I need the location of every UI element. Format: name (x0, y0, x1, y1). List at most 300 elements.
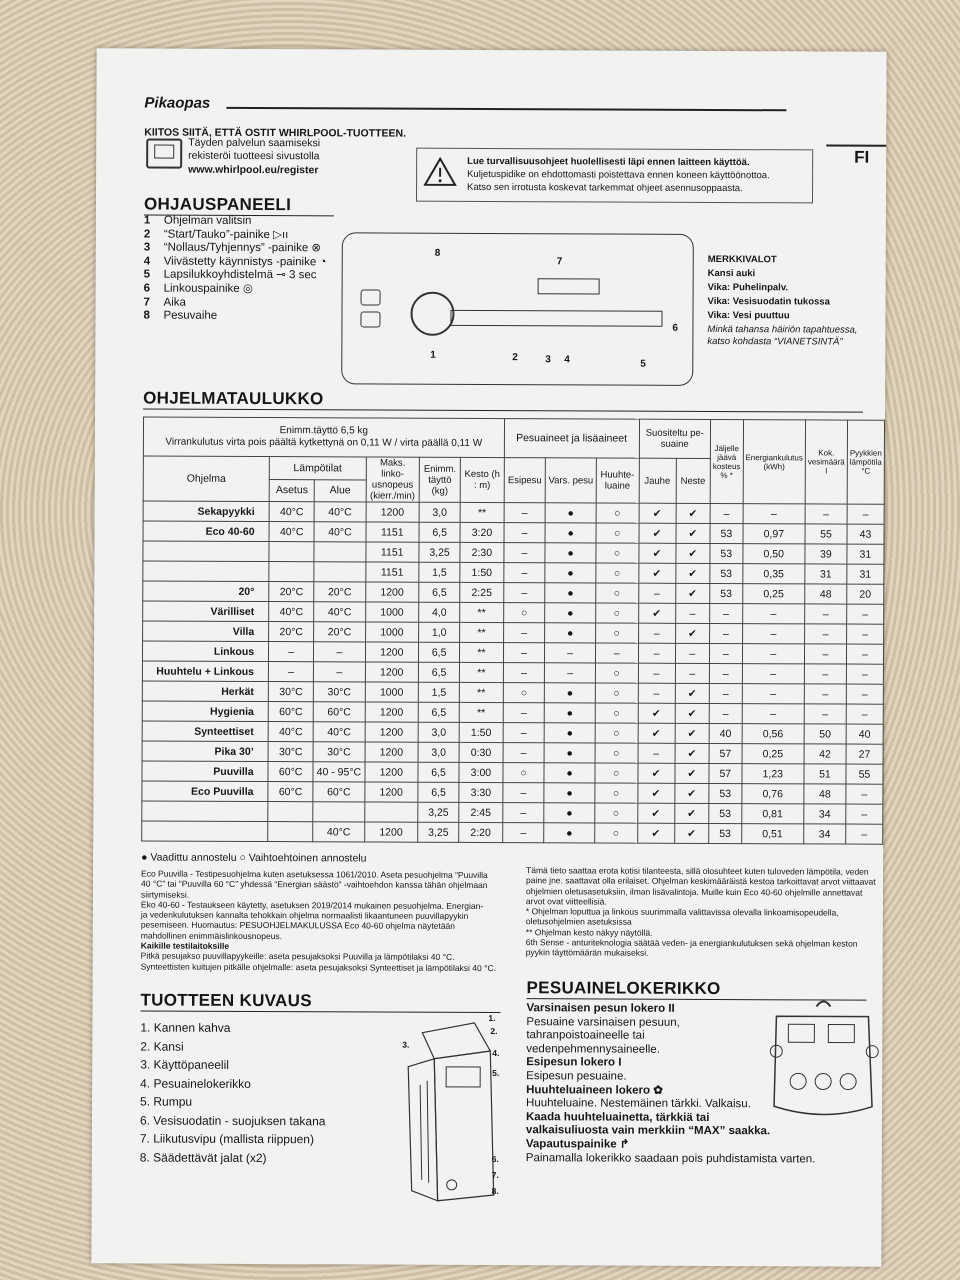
table-cell: ✔ (675, 543, 710, 563)
computer-icon (146, 138, 182, 168)
note-line: pyykin täyttömäärän mukaiseksi. (525, 947, 649, 959)
table-cell: 50 (804, 724, 846, 744)
mainwash-col-header: Vars. pesu (546, 458, 597, 503)
table-cell: 1,23 (742, 764, 804, 784)
table-cell: ✔ (637, 823, 674, 843)
table-cell: – (742, 624, 804, 644)
table-cell: ✔ (638, 563, 675, 583)
page-title: Pikaopas (144, 94, 211, 112)
table-cell: 0,76 (741, 784, 803, 804)
table-cell: 20°C (314, 582, 365, 602)
program-name-cell (143, 561, 269, 582)
start-button-sketch (361, 289, 381, 305)
duration-col-header: Kesto (h : m) (460, 457, 504, 502)
table-cell: 1:50 (459, 722, 503, 742)
table-cell: – (638, 743, 675, 763)
table-cell: ● (546, 503, 596, 523)
table-cell: 60°C (313, 702, 364, 722)
table-cell: – (503, 583, 545, 603)
table-cell: 3,0 (418, 742, 459, 762)
table-cell (268, 822, 313, 842)
table-cell: 3,25 (419, 542, 460, 562)
table-cell: ✔ (674, 823, 709, 843)
drawer-heading: PESUAINELOKERIKKO (526, 978, 721, 999)
table-cell: 40°C (314, 522, 365, 542)
table-cell: – (846, 624, 883, 644)
detergents-header: Pesuaineet ja lisäaineet (504, 419, 639, 459)
table-cell: 3:00 (459, 762, 503, 782)
table-cell: 1200 (365, 702, 419, 722)
table-cell: 1,0 (419, 622, 460, 642)
note-line: oletusohjelmien asetuksissa (525, 916, 632, 928)
table-cell: ● (545, 723, 595, 743)
table-cell: – (847, 604, 884, 624)
table-cell: ✔ (674, 763, 709, 783)
notes-right (526, 865, 876, 959)
table-cell: 30°C (268, 682, 313, 702)
table-cell: 1000 (365, 602, 419, 622)
note-line: Pitkä pesujakso puuvillapyykeille: aseta pesujaksoksi Puuvilla ja lämpötilaksi 40 °C. (140, 950, 455, 963)
table-cell: ○ (595, 703, 638, 723)
table-cell: – (504, 503, 546, 523)
warning-line-2: Kuljetuspidike on ehdottomasti poistettava ennen koneen käyttöönottoa. (467, 168, 770, 182)
table-cell: 0,25 (742, 744, 804, 764)
table-cell: – (742, 684, 804, 704)
capacity-text: Enimm.täyttö 6,5 kg (279, 425, 369, 437)
panel-item: 1 Ohjelman valitsin (143, 214, 252, 227)
table-cell: 1151 (366, 522, 420, 542)
diagram-label-1: 1 (430, 349, 436, 361)
table-cell: – (503, 643, 545, 663)
button-strip (450, 310, 662, 327)
table-cell: 0,25 (742, 584, 804, 604)
program-table-heading: OHJELMATAULUKKO (143, 388, 324, 409)
warning-line-1: Lue turvallisuusohjeet huolellisesti läpi ennen laitteen käyttöä. (467, 155, 750, 169)
table-cell: – (709, 703, 742, 723)
table-cell: ○ (596, 523, 639, 543)
table-cell: ✔ (675, 683, 710, 703)
table-cell: – (846, 784, 883, 804)
drawer-main-wash-title: Varsinaisen pesun lokero II (526, 1002, 675, 1015)
table-cell: – (805, 604, 847, 624)
table-cell: 57 (709, 743, 742, 763)
table-cell: – (742, 664, 804, 684)
table-cell: ✔ (676, 523, 711, 543)
drawer-line: Painamalla lokerikko saadaan pois puhdistamista varten. (525, 1151, 816, 1165)
table-cell: – (846, 824, 883, 844)
table-cell: 4,0 (419, 602, 460, 622)
product-item: 6. Vesisuodatin - suojuksen takana (139, 1112, 326, 1128)
indicator-filter: Vika: Vesisuodatin tukossa (707, 295, 830, 308)
indicator-note-1: Minkä tahansa häiriön tapahtuessa, (707, 323, 858, 336)
table-cell: 0,56 (742, 724, 804, 744)
table-cell: – (675, 663, 710, 683)
table-cell: – (804, 644, 846, 664)
table-cell: – (846, 644, 883, 664)
table-cell: ● (545, 603, 595, 623)
table-cell: – (846, 684, 883, 704)
table-cell: 1151 (365, 542, 419, 562)
table-cell: – (595, 643, 638, 663)
table-cell: 31 (805, 564, 847, 584)
table-cell: – (709, 663, 742, 683)
note-line: Synteettisten kuitujen pitkälle ohjelmalle: aseta pesujaksoksi Synteettiset ja lämpötilaksi 40 °C. (140, 961, 497, 973)
table-cell: ● (545, 623, 595, 643)
diagram-label-3: 3 (545, 354, 551, 366)
table-cell: ✔ (638, 703, 675, 723)
moisture-header: Jäljelle jäävä kosteus % * (710, 419, 743, 503)
program-table-rule (143, 408, 863, 412)
table-cell: 3:20 (460, 522, 504, 542)
program-name-cell: Herkät (142, 681, 268, 702)
table-cell: ○ (595, 763, 638, 783)
table-cell: ** (460, 642, 504, 662)
thanks-text: KIITOS SIITÄ, ETTÄ OSTIT WHIRLPOOL-TUOTTEEN. (144, 126, 407, 140)
table-cell: 60°C (268, 782, 313, 802)
note-line: 6th Sense - anturiteknologia säätää veden- ja energiankulutuksen sekä ohjelman keston (525, 937, 858, 949)
program-name-cell (142, 801, 268, 822)
table-cell: – (502, 823, 544, 843)
capacity-cell (143, 417, 504, 458)
table-cell: – (503, 783, 545, 803)
callout-5: 5. (492, 1068, 500, 1079)
table-cell: – (638, 683, 675, 703)
table-cell: 57 (709, 763, 742, 783)
table-cell: 31 (847, 544, 884, 564)
product-item: 7. Liikutusvipu (mallista riippuen) (139, 1131, 315, 1147)
table-cell: – (503, 563, 545, 583)
program-name-cell: Huuhtelu + Linkous (142, 661, 268, 682)
drawer-line: Huuhteluaine. Nestemäinen tärkki. Valkaisu. (526, 1097, 751, 1111)
table-cell: – (503, 703, 545, 723)
service-line-1: Täyden palvelun saamiseksi (188, 136, 321, 150)
table-cell: 0,81 (741, 804, 803, 824)
table-cell: ● (544, 823, 594, 843)
drawer-line: Esipesun pesuaine. (526, 1070, 627, 1083)
table-cell: – (804, 704, 846, 724)
table-cell: – (545, 643, 595, 663)
table-cell: 40 - 95°C (313, 762, 364, 782)
manual-page (91, 48, 886, 1266)
callout-7: 7. (491, 1170, 499, 1181)
table-cell: 3,25 (418, 822, 459, 842)
table-cell: ✔ (674, 783, 709, 803)
lang-rule (826, 144, 886, 146)
program-name-cell: Eco 40-60 (143, 521, 269, 542)
note-line: paine jne. saattavat olla erilaiset. Ohjelman keskimääräistä kestoa tarkoittavat arvot viittaavat (526, 875, 876, 887)
note-line: ja vedenkulutuksen kannalta tehokkain ohjelma normaalisti likaantuneen puuvillapyykin (140, 909, 469, 922)
table-cell: 34 (804, 824, 846, 844)
table-cell: 0,51 (741, 824, 803, 844)
table-cell: ✔ (675, 563, 710, 583)
table-cell: 1200 (364, 782, 418, 802)
table-cell: – (503, 743, 545, 763)
table-cell: 3,0 (419, 502, 460, 522)
note-line: arvot ovat viitteellisiä. (525, 896, 607, 907)
table-cell: ● (544, 803, 594, 823)
table-cell: 0,35 (742, 564, 804, 584)
control-panel-list (143, 214, 326, 324)
callout-1: 1. (488, 1013, 496, 1024)
callout-2: 2. (490, 1026, 498, 1037)
note-line: siirtymiseksi. (140, 889, 190, 900)
table-cell: 53 (709, 783, 742, 803)
drawer-release-title: Vapautuspainike ↱ (525, 1138, 630, 1151)
table-cell: ✔ (675, 703, 710, 723)
product-heading: TUOTTEEN KUVAUS (140, 990, 312, 1011)
diagram-label-4: 4 (564, 354, 570, 366)
table-cell: 20°C (269, 582, 314, 602)
table-cell: – (504, 523, 546, 543)
table-cell: 48 (804, 784, 846, 804)
program-name-cell: Eco Puuvilla (142, 781, 268, 802)
program-col-header: Ohjelma (143, 456, 269, 502)
diagram-label-6: 6 (672, 322, 679, 334)
table-cell: 3,25 (418, 802, 459, 822)
indicator-service: Vika: Puhelinpalv. (707, 281, 789, 294)
program-name-cell (143, 541, 269, 562)
prewash-col-header: Esipesu (504, 458, 546, 503)
table-cell: ✔ (638, 723, 675, 743)
note-line: pesemiseen. Huomautus: PESUOHJELMAKULUSSA Eco 40-60 ohjelma näytetään (140, 919, 456, 932)
table-cell: ○ (503, 683, 545, 703)
panel-item: 4 Viivästetty käynnistys -painike ◔ (143, 255, 327, 269)
table-cell: ● (544, 763, 594, 783)
program-table-body (142, 501, 884, 844)
display-window (538, 278, 600, 294)
table-cell: 6,5 (418, 762, 459, 782)
table-cell: ○ (595, 803, 638, 823)
table-cell: 60°C (313, 782, 364, 802)
table-cell: ✔ (639, 523, 676, 543)
table-cell: 42 (804, 744, 846, 764)
table-cell: 40°C (313, 722, 364, 742)
table-cell: 53 (709, 823, 742, 843)
table-cell: 1,5 (419, 562, 460, 582)
table-cell: 1000 (365, 682, 419, 702)
program-name-cell: Puuvilla (142, 761, 268, 782)
program-name-cell: 20° (143, 581, 269, 602)
warning-line-3: Katso sen irrotusta koskevat tarkemmat ohjeet asennusoppaasta. (467, 181, 743, 195)
table-cell: – (710, 603, 743, 623)
panel-item: 6 Linkouspainike ◎ (143, 282, 253, 295)
temp-col-header: Lämpötilat (269, 457, 366, 480)
table-cell: 1200 (365, 742, 419, 762)
recommended-header: Suositeltu pe-suaine (639, 419, 711, 458)
table-cell: 0:30 (459, 742, 503, 762)
callout-3: 3. (402, 1039, 410, 1050)
product-item: 2. Kansi (140, 1038, 184, 1054)
table-cell: 1200 (365, 642, 419, 662)
note-line: mahdollinen enimmäislinkousnopeus. (140, 930, 283, 941)
table-cell: – (804, 664, 846, 684)
program-name-cell: Pika 30’ (142, 741, 268, 762)
table-cell: 20°C (269, 622, 314, 642)
table-cell: ○ (596, 583, 639, 603)
table-cell: – (503, 663, 545, 683)
table-cell: 40°C (269, 502, 314, 522)
table-cell: 40 (709, 723, 742, 743)
table-cell: ✔ (638, 603, 675, 623)
table-cell: ✔ (675, 583, 710, 603)
table-cell: – (638, 623, 675, 643)
drawer-line: valkaisuliuosta vain merkkiin “MAX” saakka. (525, 1124, 771, 1138)
table-cell: – (545, 663, 595, 683)
table-cell: ● (545, 703, 595, 723)
table-cell: ✔ (637, 783, 674, 803)
table-header-row (143, 417, 884, 459)
diagram-label-8: 8 (434, 247, 441, 259)
powder-col-header: Jauhe (639, 458, 676, 503)
table-cell: 60°C (268, 762, 313, 782)
indicator-lid-open: Kansi auki (707, 267, 756, 280)
table-cell: 6,5 (419, 582, 460, 602)
table-cell: ○ (595, 783, 638, 803)
energy-header: Energiankulutus (kWh) (743, 420, 806, 504)
table-cell: 1,5 (418, 682, 459, 702)
table-cell: ○ (596, 503, 639, 523)
table-cell: 6,5 (418, 782, 459, 802)
table-cell: 20 (847, 584, 884, 604)
table-cell: – (742, 704, 804, 724)
program-name-cell: Villa (143, 621, 269, 642)
table-cell: 1000 (365, 622, 419, 642)
note-line: Eco Puuvilla - Testipesuohjelma kuten asetuksessa 1061/2010. Aseta pesuohjelma “Puuvilla (141, 868, 488, 880)
table-cell: ● (544, 783, 594, 803)
table-cell: – (638, 643, 675, 663)
table-cell: 40°C (314, 602, 365, 622)
table-cell: 30°C (268, 742, 313, 762)
table-cell: ○ (596, 563, 639, 583)
note-line: * Ohjelman loputtua ja linkous suurimmalla valittavissa olevalla linkoamisopeudella, (525, 906, 839, 918)
table-cell: ● (545, 583, 595, 603)
table-cell: ✔ (674, 803, 709, 823)
table-cell: ** (460, 662, 504, 682)
range-col-header: Alue (314, 479, 365, 502)
table-cell: 30°C (314, 682, 365, 702)
panel-item: 3 “Nollaus/Tyhjennys” -painike ⊗ (143, 241, 322, 255)
program-name-cell: Värilliset (143, 601, 269, 622)
table-cell: ✔ (637, 803, 674, 823)
table-cell: ○ (503, 603, 545, 623)
table-cell: – (846, 804, 883, 824)
note-line: Kaikille testilaitoksille (140, 940, 230, 951)
title-rule (226, 107, 786, 111)
note-line: ohjelmien oletusasetuksiin, ilman lisävalintoja. Muille kuin Eco 40-60 ohjelmille annettavat (525, 885, 863, 898)
table-cell: – (847, 504, 884, 524)
control-panel-heading: OHJAUSPANEELI (143, 194, 292, 215)
table-cell: 1200 (364, 822, 418, 842)
register-url: www.whirlpool.eu/register (188, 163, 319, 177)
table-cell: – (503, 623, 545, 643)
table-cell: 0,97 (743, 524, 805, 544)
table-cell: 40°C (269, 602, 314, 622)
program-name-cell: Synteettiset (142, 721, 268, 742)
table-cell: 1:50 (460, 562, 504, 582)
table-cell: ○ (595, 723, 638, 743)
power-text: Virrankulutus virta pois päältä kytkettynä on 0,11 W / virta päällä 0,11 W (165, 436, 483, 449)
program-table (141, 416, 885, 844)
table-cell: – (805, 624, 847, 644)
table-cell: 40°C (313, 822, 364, 842)
table-cell: ✔ (676, 503, 711, 523)
laundry-temp-header: Pyykkien lämpötila °C (847, 420, 884, 504)
table-cell: ✔ (675, 743, 710, 763)
table-cell: – (675, 603, 710, 623)
product-item: 1. Kannen kahva (140, 1020, 231, 1035)
callout-6: 6. (491, 1154, 499, 1165)
table-cell: – (742, 644, 804, 664)
diagram-label-2: 2 (512, 352, 518, 364)
table-cell: – (743, 504, 805, 524)
notes-left (141, 868, 497, 973)
note-line: ** Ohjelman kesto näkyy näytöllä. (525, 926, 653, 938)
table-cell: ✔ (639, 503, 676, 523)
table-cell: 6,5 (418, 702, 459, 722)
setting-col-header: Asetus (269, 479, 314, 502)
diagram-label-7: 7 (556, 256, 563, 268)
indicator-no-water: Vika: Vesi puuttuu (707, 309, 790, 322)
table-cell: ● (544, 743, 594, 763)
table-cell: 40°C (269, 522, 314, 542)
program-name-cell: Hygienia (142, 701, 268, 722)
table-cell: ○ (595, 663, 638, 683)
program-name-cell: Sekapyykki (143, 501, 269, 522)
table-cell: 60°C (268, 702, 313, 722)
table-cell: ● (545, 543, 595, 563)
table-cell: – (742, 604, 804, 624)
liquid-col-header: Neste (676, 458, 711, 503)
water-header: Kok. vesimäärä l (805, 420, 847, 504)
table-cell: – (314, 662, 365, 682)
table-cell: ○ (595, 623, 638, 643)
table-cell: ● (545, 683, 595, 703)
table-cell: ✔ (637, 763, 674, 783)
panel-item: 7 Aika (143, 296, 186, 309)
callout-8: 8. (491, 1186, 499, 1197)
table-cell: 0,50 (743, 544, 805, 564)
product-list (140, 1018, 326, 1167)
panel-item: 5 Lapsilukkoyhdistelmä ⊸ 3 sec (143, 268, 317, 282)
table-cell: – (709, 683, 742, 703)
safety-warning-box (416, 148, 813, 204)
table-cell: 31 (847, 564, 884, 584)
table-cell: – (805, 504, 847, 524)
drawer-line: Pesuaine varsinaisen pesuun, (526, 1015, 680, 1029)
table-cell: 40°C (268, 722, 313, 742)
table-cell: – (269, 642, 314, 662)
table-cell: – (504, 543, 546, 563)
table-cell (268, 802, 313, 822)
table-cell: ○ (594, 823, 637, 843)
language-code: FI (854, 147, 870, 167)
table-cell: 1200 (365, 762, 419, 782)
table-cell: 2:20 (459, 822, 503, 842)
table-cell: 53 (709, 803, 742, 823)
program-name-cell: Linkous (142, 641, 268, 662)
product-item: 8. Säädettävät jalat (x2) (139, 1149, 267, 1165)
table-cell: ○ (503, 763, 545, 783)
table-cell: 39 (805, 544, 847, 564)
table-cell: ✔ (675, 723, 710, 743)
panel-item: 2 “Start/Tauko”-painike ▷ıı (143, 228, 289, 241)
table-cell: 1200 (365, 662, 419, 682)
table-cell (364, 802, 418, 822)
callout-4: 4. (492, 1048, 500, 1059)
table-cell: – (502, 803, 544, 823)
table-cell: – (638, 583, 675, 603)
load-col-header: Enimm. täyttö (kg) (419, 457, 460, 502)
